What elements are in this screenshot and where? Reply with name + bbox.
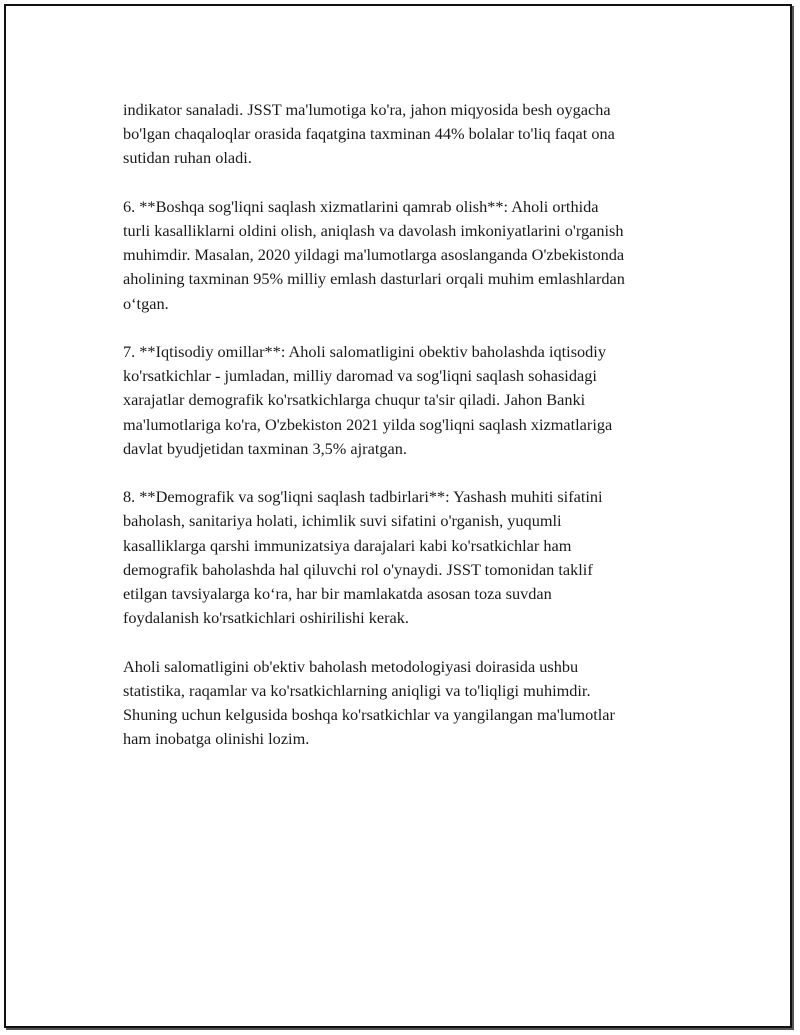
- text-line: davlat byudjetidan taxminan 3,5% ajratgan.: [123, 438, 407, 458]
- text-line: Shuning uchun kelgusida boshqa ko'rsatkichlar va yangilangan ma'lumotlar: [123, 705, 615, 725]
- text-line: 8. **Demografik va sog'liqni saqlash tadbirlari**: Yashash muhiti sifatini: [123, 487, 603, 507]
- text-line: foydalanish ko'rsatkichlari oshirilishi kerak.: [123, 608, 409, 628]
- text-line: 6. **Boshqa sog'liqni saqlash xizmatlarini qamrab olish**: Aholi orthida: [123, 196, 599, 216]
- text-line: baholash, sanitariya holati, ichimlik suvi sifatini o'rganish, yuqumli: [123, 511, 562, 531]
- text-line: statistika, raqamlar va ko'rsatkichlarning aniqligi va to'liqligi muhimdir.: [123, 680, 591, 700]
- text-line: ko'rsatkichlar - jumladan, milliy daromad va sog'liqni saqlash sohasidagi: [123, 366, 597, 386]
- text-line: demografik baholashda hal qiluvchi rol o'ynaydi. JSST tomonidan taklif: [123, 559, 593, 579]
- text-line: aholining taxminan 95% milliy emlash dasturlari orqali muhim emlashlardan: [123, 269, 625, 289]
- text-line: sutidan ruhan oladi.: [123, 148, 252, 168]
- paragraph-conclusion: [123, 655, 703, 752]
- text-line: turli kasalliklarni oldini olish, aniqlash va davolash imkoniyatlarini o'rganish: [123, 221, 624, 240]
- text-line: kasalliklarga qarshi immunizatsiya darajalari kabi ko'rsatkichlar ham: [123, 535, 572, 555]
- text-line: o‘tgan.: [123, 293, 169, 313]
- text-line: 7. **Iqtisodiy omillar**: Aholi salomatligini obektiv baholashda iqtisodiy: [123, 342, 606, 361]
- text-line: Aholi salomatligini ob'ektiv baholash metodologiyasi doirasida ushbu: [123, 656, 579, 676]
- text-line: xarajatlar demografik ko'rsatkichlarga chuqur ta'sir qiladi. Jahon Banki: [123, 390, 586, 410]
- text-line: bo'lgan chaqaloqlar orasida faqatgina taxminan 44% bolalar to'liq faqat ona: [123, 124, 615, 144]
- text-line: etilgan tavsiyalarga ko‘ra, har bir mamlakatda asosan toza suvdan: [123, 584, 552, 604]
- page-frame: [4, 4, 792, 1028]
- text-line: muhimdir. Masalan, 2020 yildagi ma'lumotlarga asoslanganda O'zbekistonda: [123, 245, 625, 265]
- paragraph-item-8: [123, 485, 703, 630]
- paragraph-item-6: [123, 195, 703, 316]
- paragraph-item-7: [123, 340, 703, 461]
- text-line: ham inobatga olinishi lozim.: [123, 729, 310, 749]
- text-line: indikator sanaladi. JSST ma'lumotiga ko'ra, jahon miqyosida besh oygacha: [123, 100, 611, 119]
- document-body: [123, 98, 703, 776]
- text-line: ma'lumotlariga ko'ra, O'zbekiston 2021 yilda sog'liqni saqlash xizmatlariga: [123, 414, 613, 434]
- paragraph-breastfeeding: [123, 98, 703, 171]
